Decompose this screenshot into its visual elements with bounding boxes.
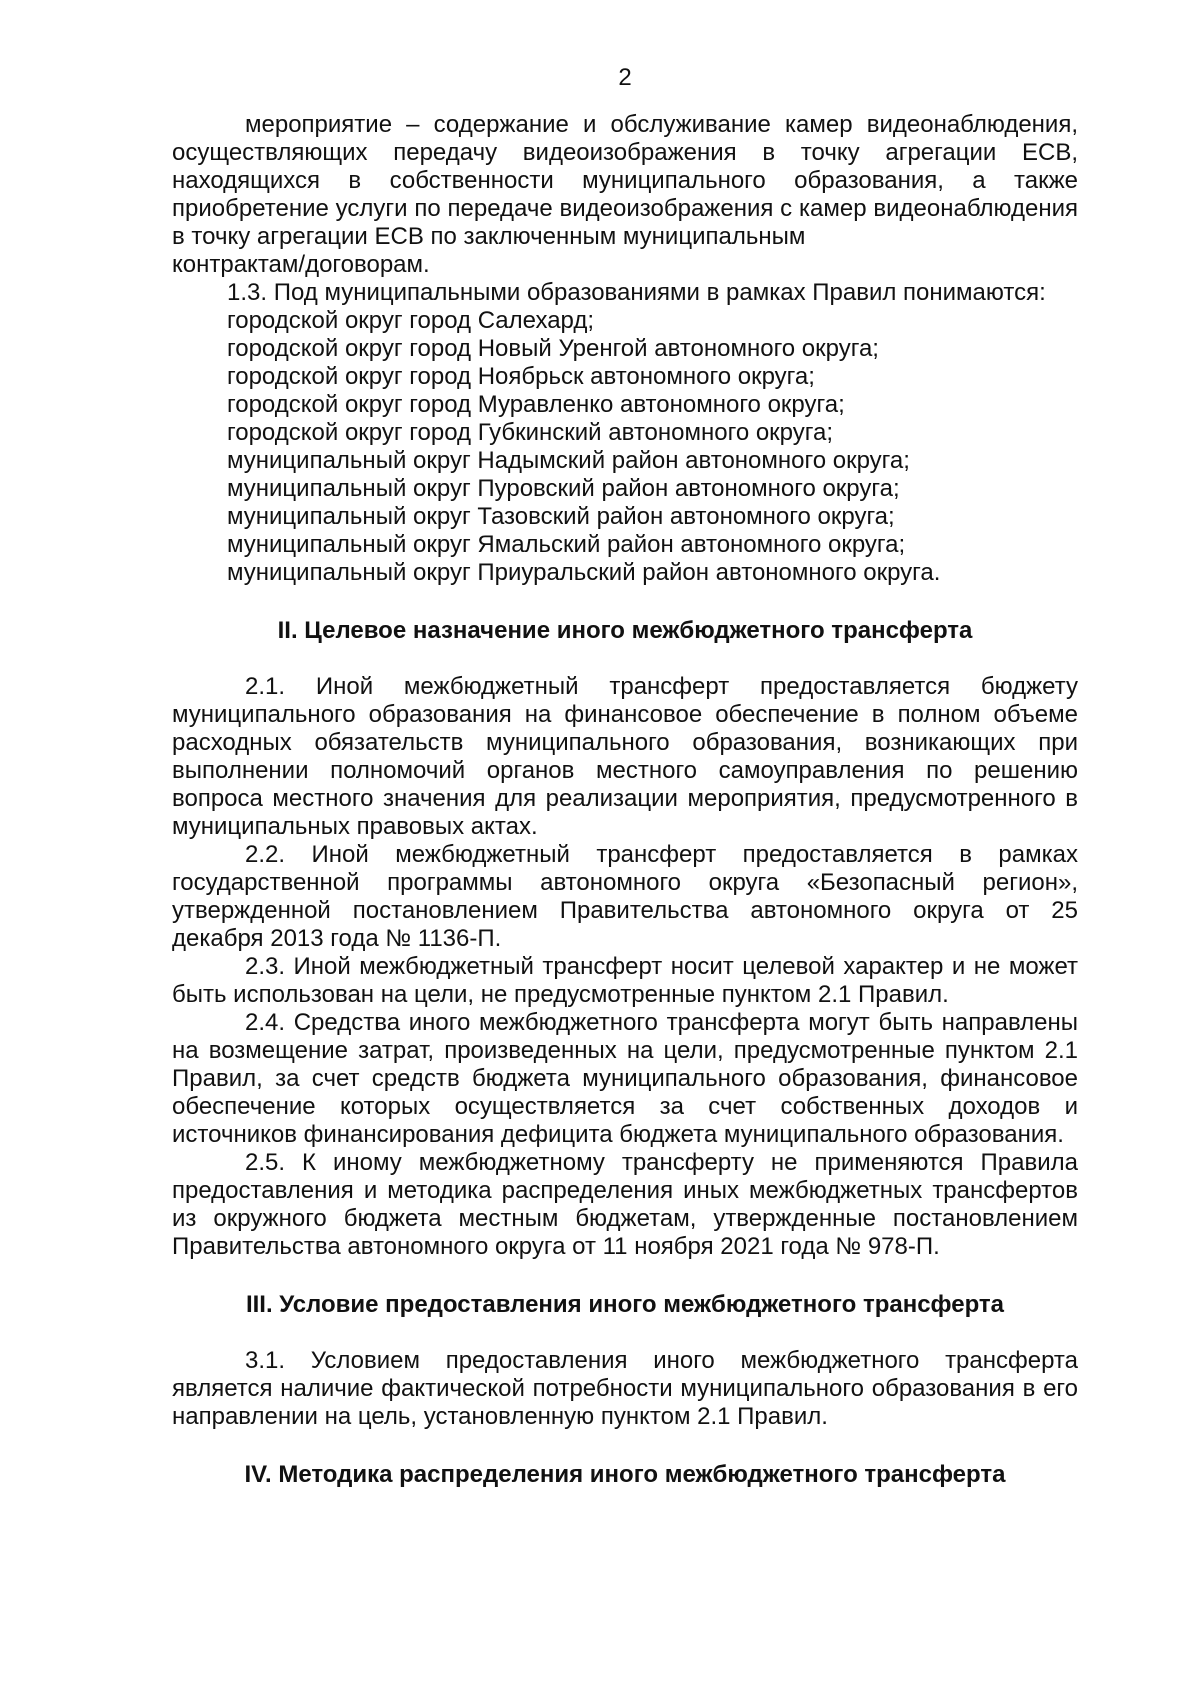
section-3-body — [172, 1347, 1078, 1431]
clause-2-3: 2.3. Иной межбюджетный трансферт носит целевой характер и не может быть использован на цели, не предусмотренные пунктом 2.1 Правил. — [172, 953, 1078, 1008]
page-number: 2 — [618, 64, 632, 91]
intro-paragraph: мероприятие – содержание и обслуживание камер видеонаблюдения, осуществляющих передачу видеоизображения в точку агрегации ЕСВ, находящихся в собственности муниципального образования, а также приобретение услуги по передаче видеоизображения с камер видеонаблюдения в точку агрегации ЕСВ по заключенным муниципальным — [172, 111, 1078, 250]
page-number-wrap — [172, 64, 1078, 92]
clause-1-3: 1.3. Под муниципальными образованиями в рамках Правил понимаются: — [227, 279, 1046, 306]
list-item: муниципальный округ Приуральский район автономного округа. — [227, 559, 941, 586]
list-item: муниципальный округ Тазовский район автономного округа; — [227, 503, 895, 530]
clause-3-1: 3.1. Условием предоставления иного межбюджетного трансферта является наличие фактической потребности муниципального образования в его направлении на цель, установленную пунктом 2.1 Правил. — [172, 1347, 1078, 1430]
list-item: городской округ город Муравленко автономного округа; — [227, 391, 845, 418]
spacer — [172, 1431, 1078, 1461]
clause-2-5: 2.5. К иному межбюджетному трансферту не применяются Правила предоставления и методика распределения иных межбюджетных трансфертов из окружного бюджета местным бюджетам, утвержденные постановлением Правительства автономного округа от 11 ноября 2021 года № 978-П. — [172, 1149, 1078, 1260]
spacer — [172, 1261, 1078, 1291]
clause-2-1: 2.1. Иной межбюджетный трансферт предоставляется бюджету муниципального образования на финансовое обеспечение в полном объеме расходных обязательств муниципального образования, возникающих при выполнении полномочий органов местного самоуправления по решению вопроса местного значения для реализации мероприятия, предусмотренного в муниципальных правовых актах. — [172, 673, 1078, 840]
clause-2-4: 2.4. Средства иного межбюджетного трансферта могут быть направлены на возмещение затрат, произведенных на цели, предусмотренные пунктом 2.1 Правил, за счет средств бюджета муниципального образования, финансовое обеспечение которых осуществляется за счет собственных доходов и источников финансирования дефицита бюджета муниципального образования. — [172, 1009, 1078, 1148]
clause-2-2: 2.2. Иной межбюджетный трансферт предоставляется в рамках государственной программы автономного округа «Безопасный регион», утвержденной постановлением Правительства автономного округа от 25 декабря 2013 года № 1136-П. — [172, 841, 1078, 952]
spacer — [172, 645, 1078, 673]
spacer — [172, 587, 1078, 617]
list-item: муниципальный округ Пуровский район автономного округа; — [227, 475, 900, 502]
section-3-heading: III. Условие предоставления иного межбюджетного трансферта — [245, 1291, 1005, 1318]
list-item: муниципальный округ Ямальский район автономного округа; — [227, 531, 906, 558]
section-2-heading: II. Целевое назначение иного межбюджетного трансферта — [277, 617, 973, 644]
list-item: городской округ город Ноябрьск автономного округа; — [227, 363, 815, 390]
list-item: муниципальный округ Надымский район автономного округа; — [227, 447, 910, 474]
municipality-list — [172, 307, 1078, 587]
list-item: городской округ город Губкинский автономного округа; — [227, 419, 833, 446]
list-item: городской округ город Новый Уренгой автономного округа; — [227, 335, 879, 362]
list-item: городской округ город Салехард; — [227, 307, 595, 334]
spacer — [172, 1319, 1078, 1347]
section-2-body — [172, 673, 1078, 1261]
section-4-heading: IV. Методика распределения иного межбюджетного трансферта — [244, 1461, 1006, 1488]
intro-paragraph-end: контрактам/договорам. — [172, 251, 430, 278]
